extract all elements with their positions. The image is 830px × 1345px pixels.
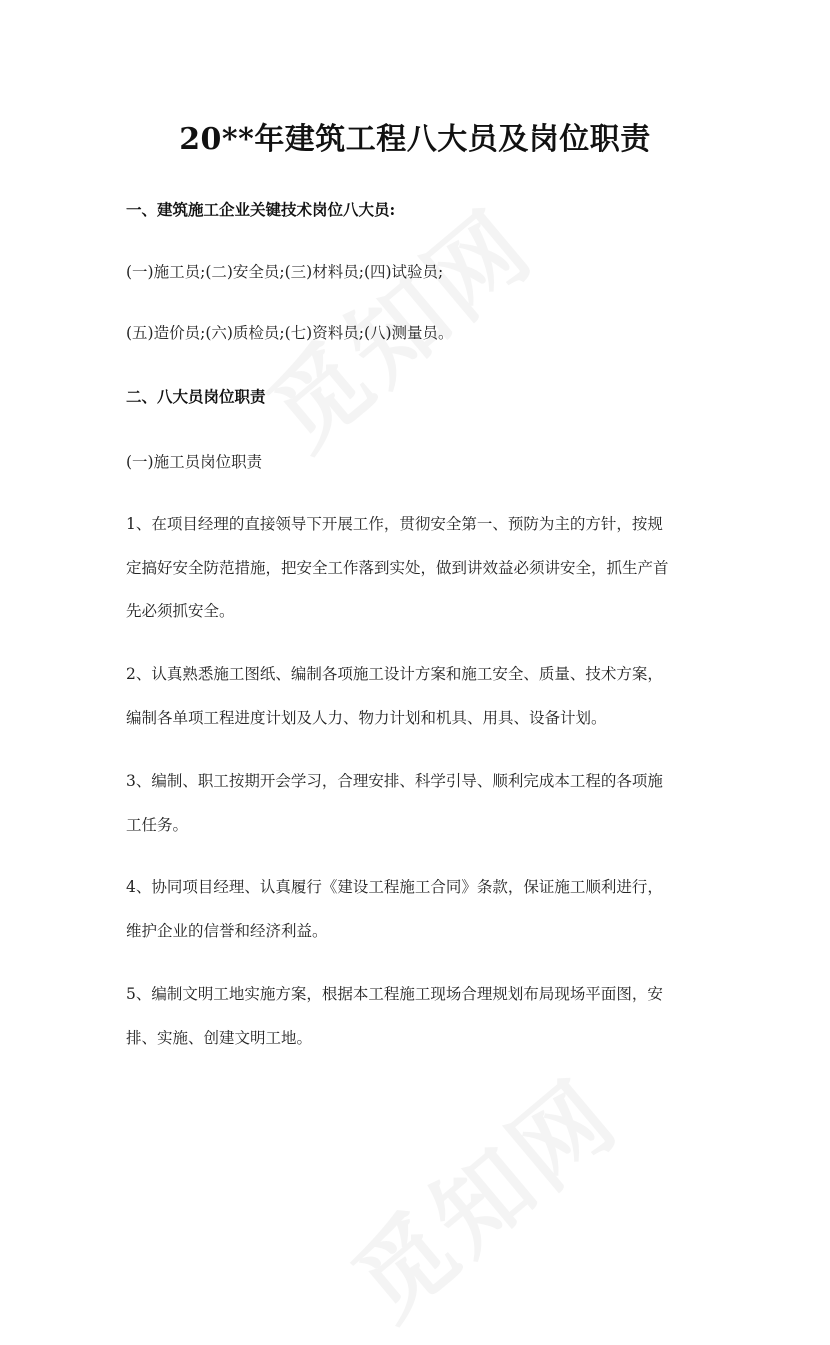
- paragraph-line: (一)施工员;(二)安全员;(三)材料员;(四)试验员;: [126, 263, 444, 281]
- paragraph-line: (五)造价员;(六)质检员;(七)资料员;(八)测量员。: [126, 324, 454, 342]
- section-heading: 一、建筑施工企业关键技术岗位八大员:: [126, 200, 396, 219]
- subsection-heading: (一)施工员岗位职责: [126, 453, 263, 471]
- paragraph-line: 排、实施、创建文明工地。: [126, 1029, 313, 1047]
- section-heading: 二、八大员岗位职责: [126, 387, 266, 406]
- paragraph-line: 工任务。: [126, 816, 189, 834]
- paragraph-line: 3、编制、职工按期开会学习，合理安排、科学引导、顺利完成本工程的各项施: [126, 772, 663, 790]
- paragraph-line: 1、在项目经理的直接领导下开展工作，贯彻安全第一、预防为主的方针，按规: [126, 515, 663, 533]
- paragraph-line: 4、协同项目经理、认真履行《建设工程施工合同》条款，保证施工顺利进行，: [126, 878, 663, 896]
- paragraph-line: 5、编制文明工地实施方案，根据本工程施工现场合理规划布局现场平面图，安: [126, 985, 663, 1003]
- paragraph-line: 定搞好安全防范措施，把安全工作落到实处，做到讲效益必须讲安全，抓生产首: [126, 559, 669, 577]
- paragraph-line: 2、认真熟悉施工图纸、编制各项施工设计方案和施工安全、质量、技术方案，: [126, 665, 663, 683]
- paragraph-line: 编制各单项工程进度计划及人力、物力计划和机具、用具、设备计划。: [126, 709, 607, 727]
- watermark: [320, 1043, 642, 1345]
- paragraph-line: 维护企业的信誉和经济利益。: [126, 922, 328, 940]
- paragraph-line: 先必须抓安全。: [126, 602, 235, 620]
- document-title: 20**年建筑工程八大员及岗位职责: [179, 122, 651, 157]
